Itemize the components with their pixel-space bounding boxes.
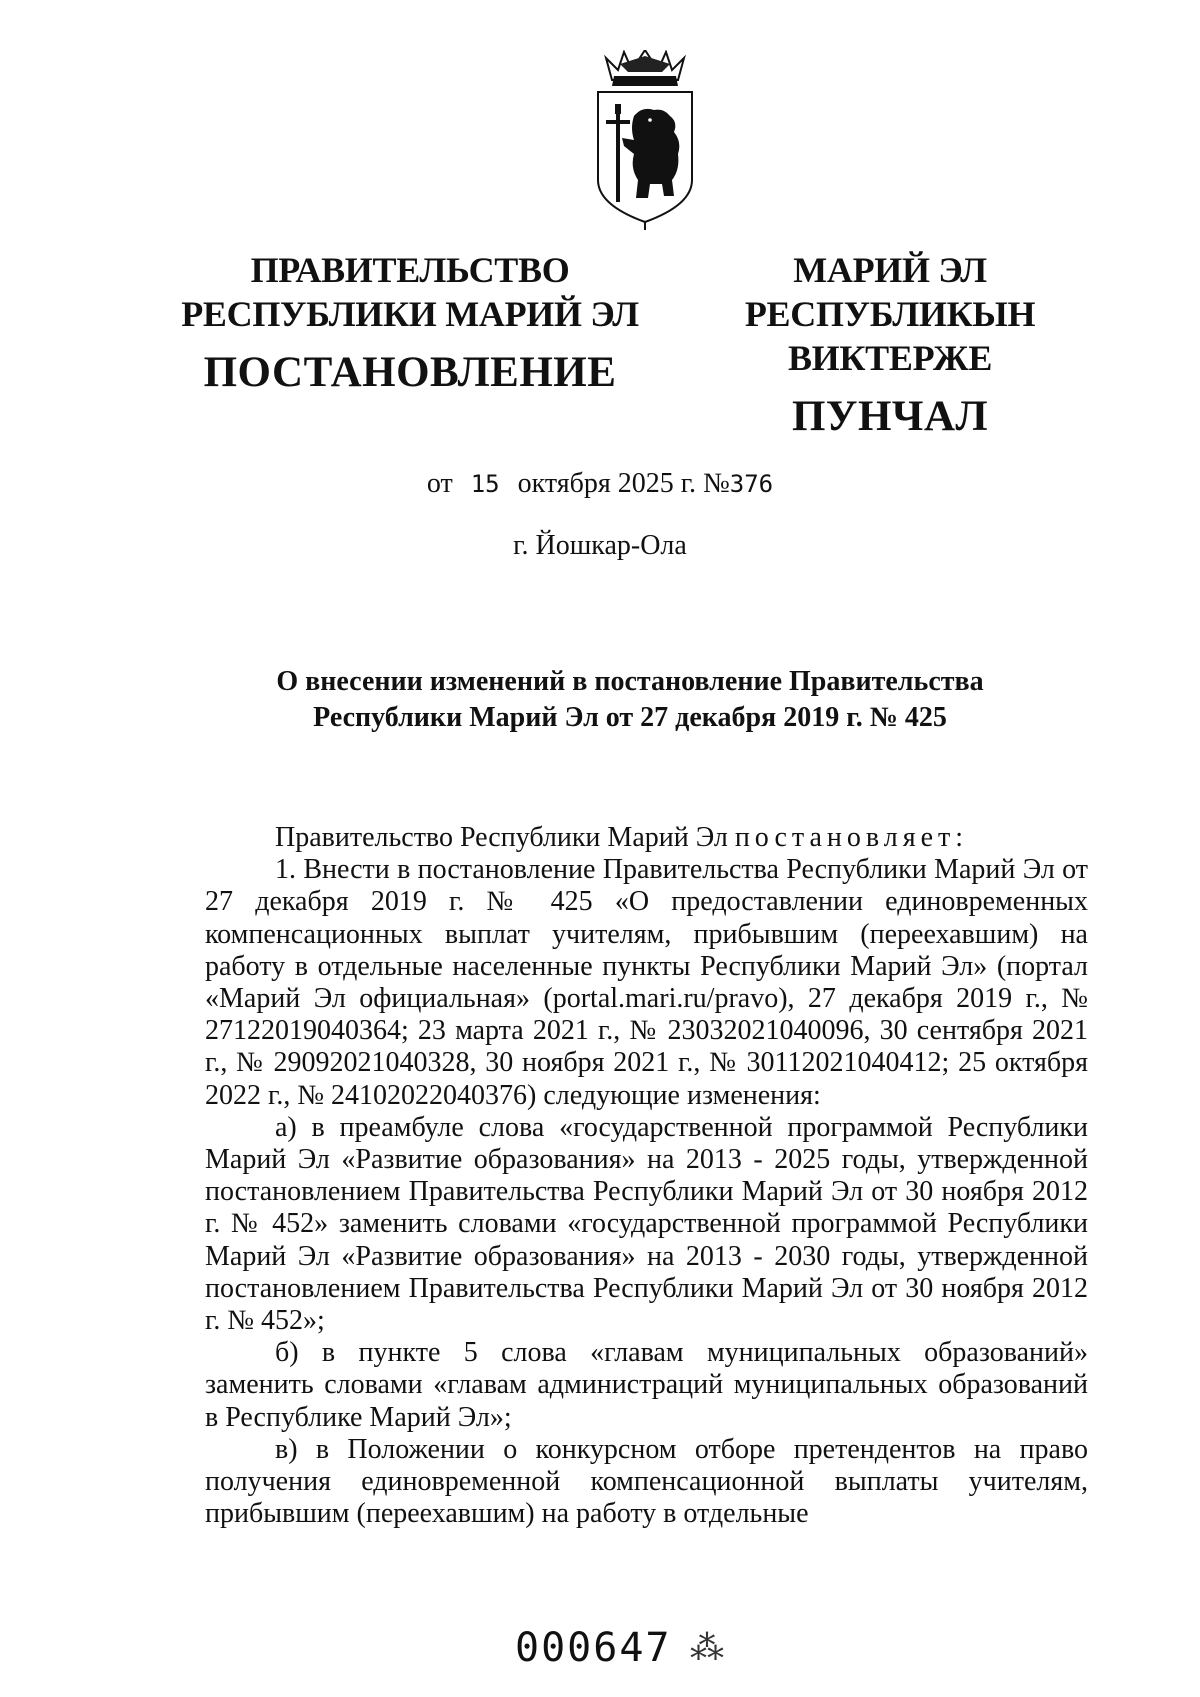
intro-verb: постановляет: [734,822,969,853]
date-prefix: от [426,468,453,499]
header-left-doc-type: ПОСТАНОВЛЕНИЕ [203,349,617,396]
date-month-year: октября 2025 г. [517,468,697,499]
header-right-doc-type: ПУНЧАЛ [791,393,989,440]
number-sign: № [703,468,730,499]
paragraph-a: а) в преамбуле слова «государственной программой Республики Марий Эл «Развитие образования» на 2013 - 2025 годы, утвержденной постановлением Правительства Республики Марий Эл от 30 ноября 2012 г. № 452» заменить словами «государственной программой Республики Марий Эл «Развитие образования» на 2013 - 2030 годы, утвержденной постановлением Правительства Республики Марий Эл от 30 ноября 2012 г. № 452»; [205,1111,1088,1337]
document-number: 376 [729,470,774,498]
serial-number: 000647 [515,1625,672,1671]
paragraph-b: б) в пункте 5 слова «главам муниципальных образований» заменить словами «главам администраций муниципальных образований в Республике Марий Эл»; [205,1337,1088,1433]
header-right-line1: МАРИЙ ЭЛ РЕСПУБЛИКЫН [744,250,1036,334]
header-left-line2: РЕСПУБЛИКИ МАРИЙ ЭЛ [181,294,639,334]
header-right-mari [660,248,1120,444]
header-right-line2: ВИКТЕРЖЕ [787,338,993,378]
header-left-russian [180,248,640,400]
intro-lead: Правительство Республики Марий Эл [275,822,728,853]
intro-paragraph [205,822,1088,854]
title-line2: Республики Марий Эл от 27 декабря 2019 г. № 425 [313,702,947,733]
paragraph-c: в) в Положении о конкурсном отборе претендентов на право получения единовременной компенсационной выплаты учителям, прибывшим (переехавшим) на работу в отдельные [205,1433,1088,1530]
document-title [180,664,1080,736]
footer-mark-icon: ⁂ [690,1630,724,1667]
coat-of-arms-emblem [590,50,700,230]
document-date [0,468,1200,500]
document-body [205,822,1088,1530]
paragraph-1: 1. Внести в постановление Правительства Республики Марий Эл от 27 декабря 2019 г. № 425 «О предоставлении единовременных компенсационных выплат учителям, прибывшим (переехавшим) на работу в отдельные населенные пункты Республики Марий Эл» (портал «Марий Эл официальная» (portal.mari.ru/pravo), 27 декабря 2019 г., № 27122019040364; 23 марта 2021 г., № 23032021040096, 30 сентября 2021 г., № 29092021040328, 30 ноября 2021 г., № 30112021040412; 25 октября 2022 г., № 24102022040376) следующие изменения: [205,854,1088,1111]
city: г. Йошкар-Ола [513,530,687,561]
header-left-line1: ПРАВИТЕЛЬСТВО [250,250,570,290]
crown-icon [606,50,684,86]
title-line1: О внесении изменений в постановление Правительства [276,666,984,697]
date-day: 15 [470,470,500,498]
